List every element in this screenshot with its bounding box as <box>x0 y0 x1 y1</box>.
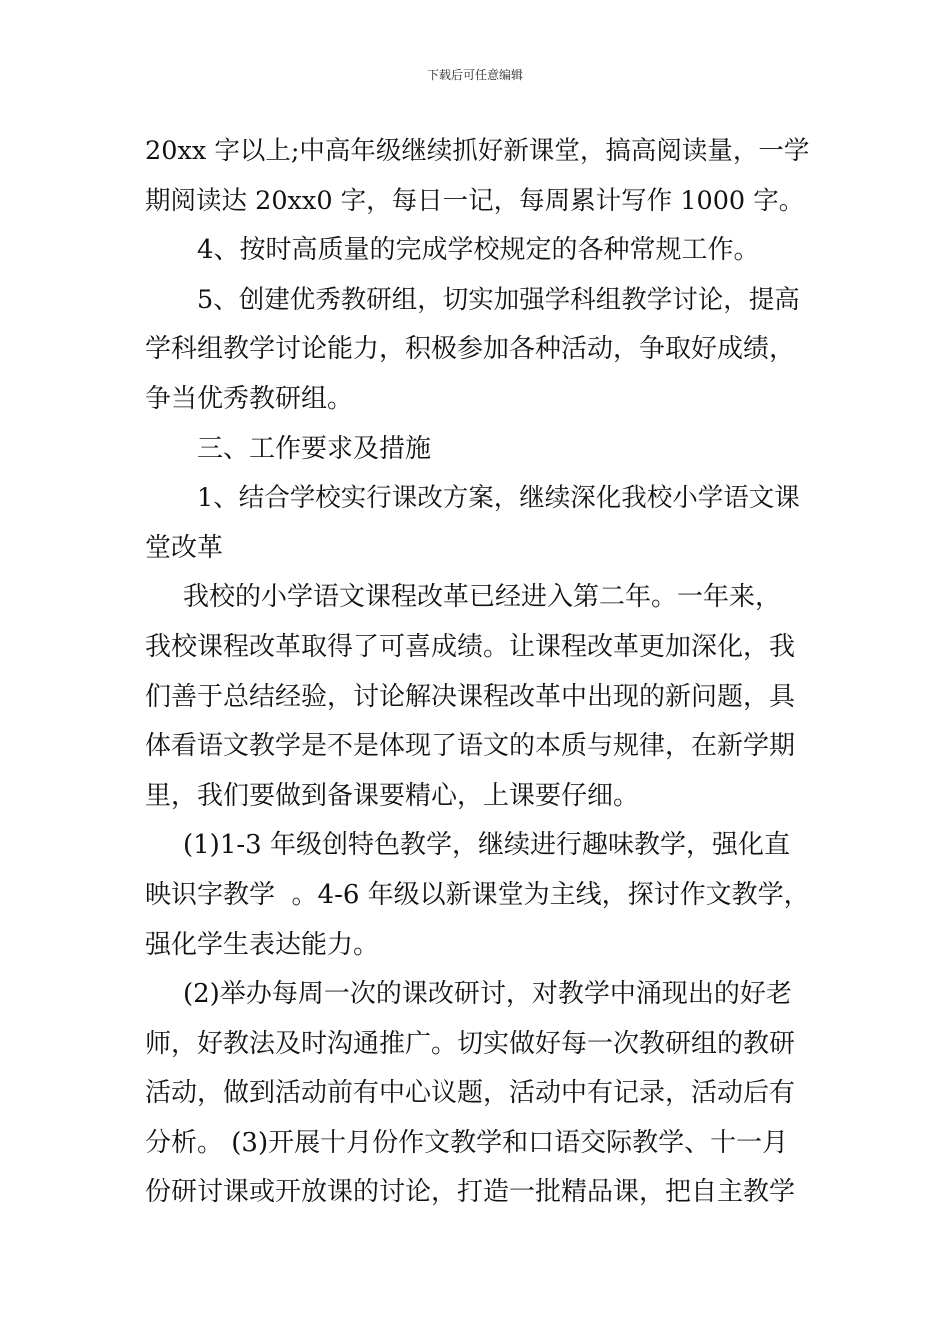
text-line: 们善于总结经验，讨论解决课程改革中出现的新问题，具 <box>145 681 796 712</box>
text-line: 份研讨课或开放课的讨论，打造一批精品课，把自主教学 <box>145 1177 796 1208</box>
text-line: 20xx 字以上;中高年级继续抓好新课堂，搞高阅读量，一学 <box>145 136 810 166</box>
text-line: 4、按时高质量的完成学校规定的各种常规工作。 <box>197 235 760 266</box>
text-line: 堂改革 <box>145 532 224 563</box>
text-line: 我校的小学语文课程改革已经进入第二年。一年来， <box>183 582 782 613</box>
text-line: 里，我们要做到备课要精心，上课要仔细。 <box>145 780 640 811</box>
text-line: 5、创建优秀教研组，切实加强学科组教学讨论，提高 <box>197 284 800 315</box>
text-line: (2)举办每周一次的课改研讨，对教学中涌现出的好老 <box>183 979 792 1010</box>
text-line: 映识字教学 。4-6 年级以新课堂为主线，探讨作文教学， <box>145 879 810 910</box>
text-line: 活动，做到活动前有中心议题，活动中有记录，活动后有 <box>145 1078 796 1109</box>
text-line: 学科组教学讨论能力，积极参加各种活动，争取好成绩， <box>145 334 796 365</box>
text-line: 师，好教法及时沟通推广。切实做好每一次教研组的教研 <box>145 1028 796 1059</box>
text-line: 争当优秀教研组。 <box>145 383 354 414</box>
text-line: 分析。 (3)开展十月份作文教学和口语交际教学、十一月 <box>145 1127 789 1158</box>
text-line: 期阅读达 20xx0 字，每日一记，每周累计写作 1000 字。 <box>145 185 805 216</box>
text-line: (1)1-3 年级创特色教学，继续进行趣味教学，强化直 <box>183 830 790 861</box>
section-heading: 三、工作要求及措施 <box>197 433 432 464</box>
page-header-note: 下载后可任意编辑 <box>426 68 523 82</box>
text-line: 强化学生表达能力。 <box>145 929 380 960</box>
text-line: 1、结合学校实行课改方案，继续深化我校小学语文课 <box>197 483 800 514</box>
text-line: 体看语文教学是不是体现了语文的本质与规律，在新学期 <box>145 731 796 762</box>
document-body <box>145 127 810 1218</box>
text-line: 我校课程改革取得了可喜成绩。让课程改革更加深化，我 <box>145 631 796 662</box>
